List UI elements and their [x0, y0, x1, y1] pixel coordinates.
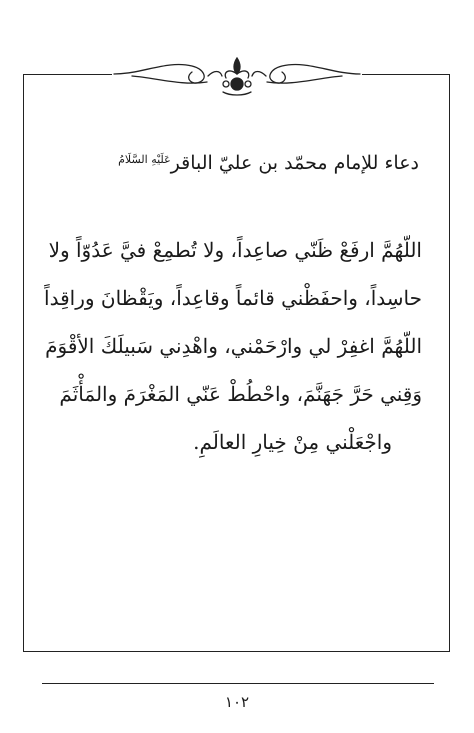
- prayer-text: [44, 226, 422, 466]
- prayer-line: اللّهُمَّ ارفَعْ ظَنّي صاعِداً، ولا تُطمِعْ فيَّ عَدُوّاً ولا: [48, 238, 422, 262]
- title-honorific: عَلَيْهِ السَّلَامُ: [118, 153, 171, 166]
- page-title: [49, 148, 419, 175]
- prayer-line: اللّهُمَّ اغفِرْ لي وارْحَمْني، واهْدِني سَبيلَكَ الأقْوَمَ: [45, 334, 422, 358]
- ornament-flourish-icon: [112, 52, 362, 102]
- footer-divider: [42, 683, 434, 684]
- prayer-line: حاسِداً، واحفَظْني قائماً وقاعِداً، ويَقْظانَ وراقِداً: [44, 286, 422, 310]
- title-text: دعاء للإمام محمّد بن عليّ الباقر: [170, 152, 419, 174]
- prayer-line: واجْعَلْني مِنْ خِيارِ العالَمِ.: [193, 430, 392, 454]
- prayer-line: وَقِني حَرَّ جَهَنَّمَ، واحْطُطْ عَنّي المَغْرَمَ والمَأْثَمَ: [59, 382, 422, 406]
- decorative-ornament: [112, 52, 362, 102]
- page-number: ١٠٢: [224, 693, 250, 711]
